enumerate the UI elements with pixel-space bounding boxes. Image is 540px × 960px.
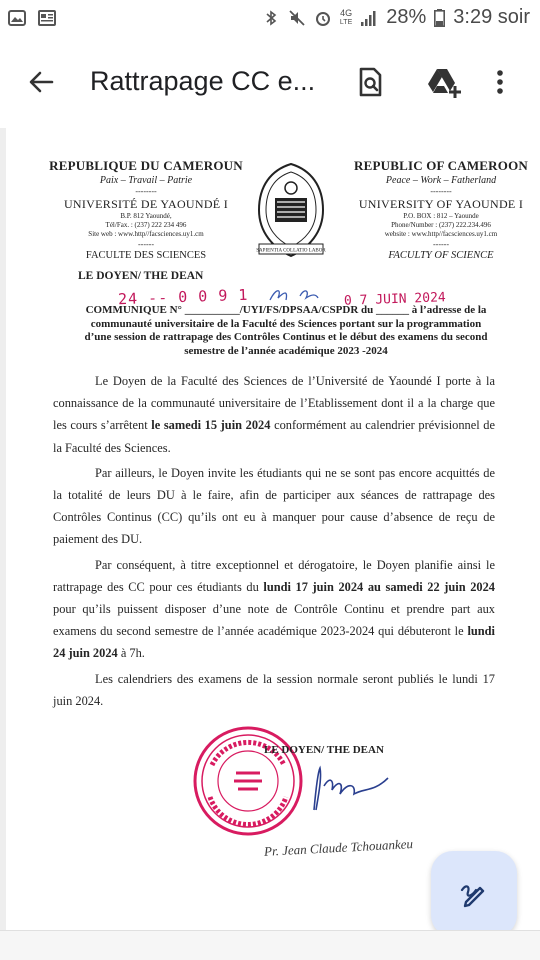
- clock: 3:29 soir: [453, 6, 530, 28]
- university-en: UNIVERSITY OF YAOUNDE I: [358, 197, 524, 211]
- bottom-edge: [0, 930, 540, 960]
- communique-title: COMMUNIQUE N° __________/UYI/FS/DPSAA/CSPDR du ______ à l’adresse de la communauté universitaire de la Faculté des Sciences portant sur la programmation d’une session de rattrapage des Contrôles Continus et le début des examens du second semestre de l’année académique 2023 -2024: [84, 304, 488, 357]
- paragraph-1: Le Doyen de la Faculté des Sciences de l’Université de Yaoundé I porte à la connaissance de la communauté universitaire de l’Etablissement dont il a la charge que les cours s’arrêtent le samedi 15 juin 2024 conformément au calendrier prévisionnel de la Faculté des Sciences.: [53, 374, 495, 455]
- university-fr: UNIVERSITÉ DE YAOUNDÉ I: [63, 197, 229, 211]
- network-type: 4G LTE: [339, 7, 353, 26]
- signer-name: Pr. Jean Claude Tchouankeu: [263, 836, 414, 859]
- mute-icon: [288, 9, 306, 27]
- handwritten-signature: [304, 758, 394, 818]
- dean-heading: LE DOYEN/ THE DEAN: [78, 270, 204, 282]
- stamp-date: 0 7 JUIN 2024: [343, 290, 446, 309]
- header-french: REPUBLIQUE DU CAMEROUN Paix – Travail – Patrie -------- UNIVERSITÉ DE YAOUNDÉ I B.P. 812 Yaoundé, Tél/Fax. : (237) 222 234 496 Site web : www.http//facsciences.uy1.cm ------ FACULTE DES SCIENCES: [46, 158, 246, 261]
- communique-body: [53, 370, 495, 715]
- header-english: REPUBLIC OF CAMEROON Peace – Work – Fatherland -------- UNIVERSITY OF YAOUNDE I P.O. BOX : 812 – Yaounde Phone/Number : (237) 222.234.496 website : www.http//facsciences.uy1.cm ------ FACULTY OF SCIENCE: [346, 158, 536, 261]
- app-bar: [0, 38, 540, 128]
- paraph-mark: [266, 284, 336, 306]
- news-notification-icon: [38, 9, 56, 27]
- svg-text:SAPIENTIA COLLATIO LABOR: SAPIENTIA COLLATIO LABOR: [256, 248, 326, 254]
- status-bar: [0, 0, 540, 38]
- motto-fr: Paix – Travail – Patrie: [99, 175, 193, 186]
- document-title: Rattrapage CC e...: [90, 66, 316, 96]
- battery-percent: 28%: [386, 6, 427, 28]
- document-viewer[interactable]: [0, 128, 540, 930]
- dean-seal-stamp: [192, 725, 304, 837]
- arrow-back-icon[interactable]: [24, 64, 60, 100]
- annotate-pen-icon: [456, 876, 492, 912]
- find-in-doc-icon[interactable]: [352, 64, 388, 100]
- faculty-en: FACULTY OF SCIENCE: [388, 250, 494, 261]
- paragraph-2: Par ailleurs, le Doyen invite les étudiants qui ne se sont pas encore acquittés de la totalité de leurs DU à le faire, afin de participer aux séances de rattrapage des Contrôles Continus (CC) qu’ils ont eu à manquer pour cause d’absence de reçu de paiement des DU.: [53, 465, 495, 547]
- add-to-drive-icon[interactable]: [424, 64, 464, 100]
- more-vert-icon[interactable]: [490, 64, 510, 100]
- country-fr: REPUBLIQUE DU CAMEROUN: [49, 158, 243, 173]
- university-crest-logo: [253, 160, 329, 260]
- faculty-fr: FACULTE DES SCIENCES: [85, 250, 207, 261]
- image-notification-icon: [8, 9, 26, 27]
- annotate-button[interactable]: [431, 851, 517, 937]
- stamp-number: 24 -- 0 0 9 1: [117, 285, 249, 309]
- country-en: REPUBLIC OF CAMEROON: [354, 158, 528, 173]
- paragraph-4: Les calendriers des examens de la session normale seront publiés le lundi 17 juin 2024.: [53, 671, 495, 708]
- alarm-icon: [314, 9, 332, 27]
- motto-en: Peace – Work – Fatherland: [385, 175, 497, 186]
- bluetooth-icon: [262, 9, 280, 27]
- battery-icon: [434, 9, 445, 27]
- paragraph-3: Par conséquent, à titre exceptionnel et dérogatoire, le Doyen planifie ainsi le rattrapage des CC pour ces étudiants du lundi 17 juin 2024 au samedi 22 juin 2024 pour qu’ils puissent disposer d’une note de Contrôle Continu et prendre part aux examens du second semestre de l’année académique 2023-2024 qui débuteront le lundi 24 juin 2024 à 7h.: [53, 557, 495, 661]
- signal-icon: [360, 9, 378, 27]
- sign-heading: LE DOYEN/ THE DEAN: [264, 744, 384, 756]
- document-page: [6, 128, 540, 930]
